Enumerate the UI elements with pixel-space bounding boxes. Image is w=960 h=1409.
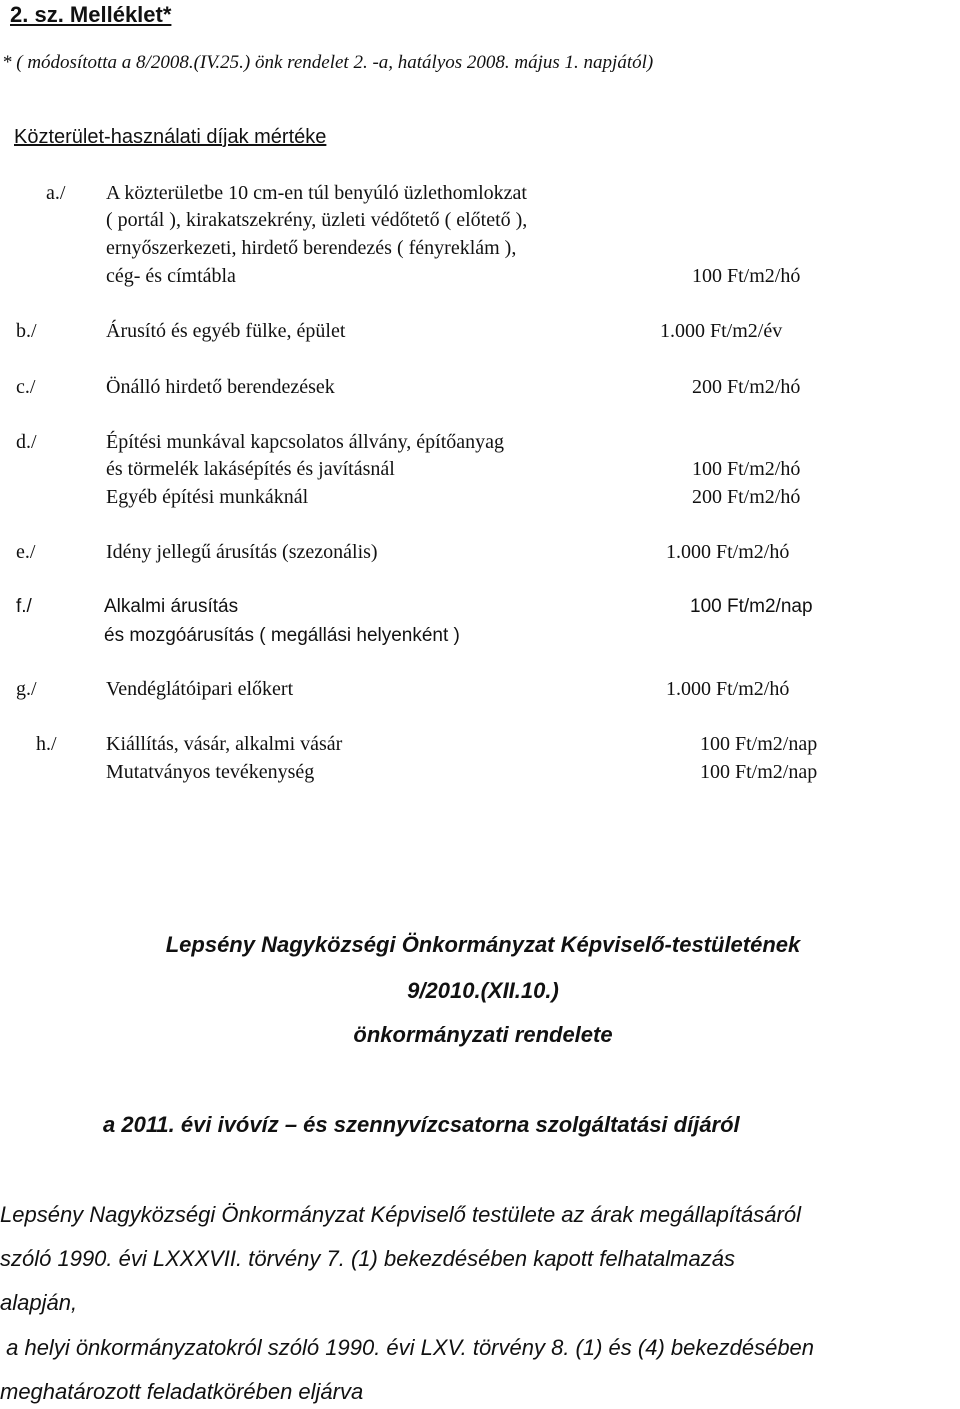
preamble-line3: alapján, <box>0 1290 78 1315</box>
fee-amount-g: 1.000 Ft/m2/hó <box>666 678 790 700</box>
fee-text-g: Vendéglátóipari előkert <box>106 678 294 700</box>
decree-number: 9/2010.(XII.10.) <box>407 978 559 1003</box>
preamble-line2: szóló 1990. évi LXXXVII. törvény 7. (1) bekezdésében kapott felhatalmazás <box>0 1246 735 1271</box>
fee-amount-f: 100 Ft/m2/nap <box>690 596 813 617</box>
preamble-line4: a helyi önkormányzatokról szóló 1990. évi LXV. törvény 8. (1) és (4) bekezdésében <box>0 1335 815 1360</box>
decree-subject: a 2011. évi ivóvíz – és szennyvízcsatorna szolgáltatási díjáról <box>103 1112 740 1137</box>
fee-amount-c: 200 Ft/m2/hó <box>692 376 801 398</box>
fee-label-f: f./ <box>16 596 32 617</box>
fee-text-a-1: A közterületbe 10 cm-en túl benyúló üzlethomlokzat <box>106 182 527 204</box>
fee-label-e: e./ <box>16 541 36 563</box>
fee-label-a: a./ <box>46 182 66 204</box>
fee-text-a-2: ( portál ), kirakatszekrény, üzleti védőtető ( előtető ), <box>106 209 528 231</box>
fee-text-d-3: Egyéb építési munkáknál <box>106 486 309 508</box>
fee-amount-d-1: 100 Ft/m2/hó <box>692 458 801 480</box>
fee-amount-d-2: 200 Ft/m2/hó <box>692 486 801 508</box>
fee-amount-a: 100 Ft/m2/hó <box>692 265 801 287</box>
fee-text-h-2: Mutatványos tevékenység <box>106 761 315 783</box>
fee-amount-e: 1.000 Ft/m2/hó <box>666 541 790 563</box>
fee-text-h-1: Kiállítás, vásár, alkalmi vásár <box>106 733 343 755</box>
fee-label-d: d./ <box>16 431 37 453</box>
fee-text-a-4: cég- és címtábla <box>106 265 236 287</box>
decree-title-line1: Lepsény Nagyközségi Önkormányzat Képviselő-testületének <box>165 932 801 957</box>
fee-text-b: Árusító és egyéb fülke, épület <box>106 320 346 342</box>
fee-amount-b: 1.000 Ft/m2/év <box>660 320 783 342</box>
fee-amount-h-2: 100 Ft/m2/nap <box>700 761 818 783</box>
fee-label-g: g./ <box>16 678 37 700</box>
annex-title: 2. sz. Melléklet* <box>10 2 172 27</box>
fee-label-c: c./ <box>16 376 36 398</box>
fee-text-d-1: Építési munkával kapcsolatos állvány, építőanyag <box>106 431 505 453</box>
fee-text-d-2: és törmelék lakásépítés és javításnál <box>106 458 395 480</box>
preamble-line1: Lepsény Nagyközségi Önkormányzat Képviselő testülete az árak megállapításáról <box>0 1202 801 1227</box>
decree-title-line3: önkormányzati rendelete <box>353 1022 613 1047</box>
annex-amendment-note: * ( módosította a 8/2008.(IV.25.) önk rendelet 2. -a, hatályos 2008. május 1. napjától) <box>2 52 654 73</box>
fee-label-h: h./ <box>36 733 57 755</box>
fee-text-c: Önálló hirdető berendezések <box>106 376 335 398</box>
preamble-line5: meghatározott feladatkörében eljárva <box>0 1379 364 1404</box>
fee-text-f-2: és mozgóárusítás ( megállási helyenként ) <box>104 625 460 646</box>
fee-text-e: Idény jellegű árusítás (szezonális) <box>106 541 378 563</box>
fee-text-f-1: Alkalmi árusítás <box>104 596 239 617</box>
fee-label-b: b./ <box>16 320 37 342</box>
fee-amount-h-1: 100 Ft/m2/nap <box>700 733 818 755</box>
fee-text-a-3: ernyőszerkezeti, hirdető berendezés ( fényreklám ), <box>106 237 517 259</box>
fees-heading: Közterület-használati díjak mértéke <box>14 126 327 148</box>
